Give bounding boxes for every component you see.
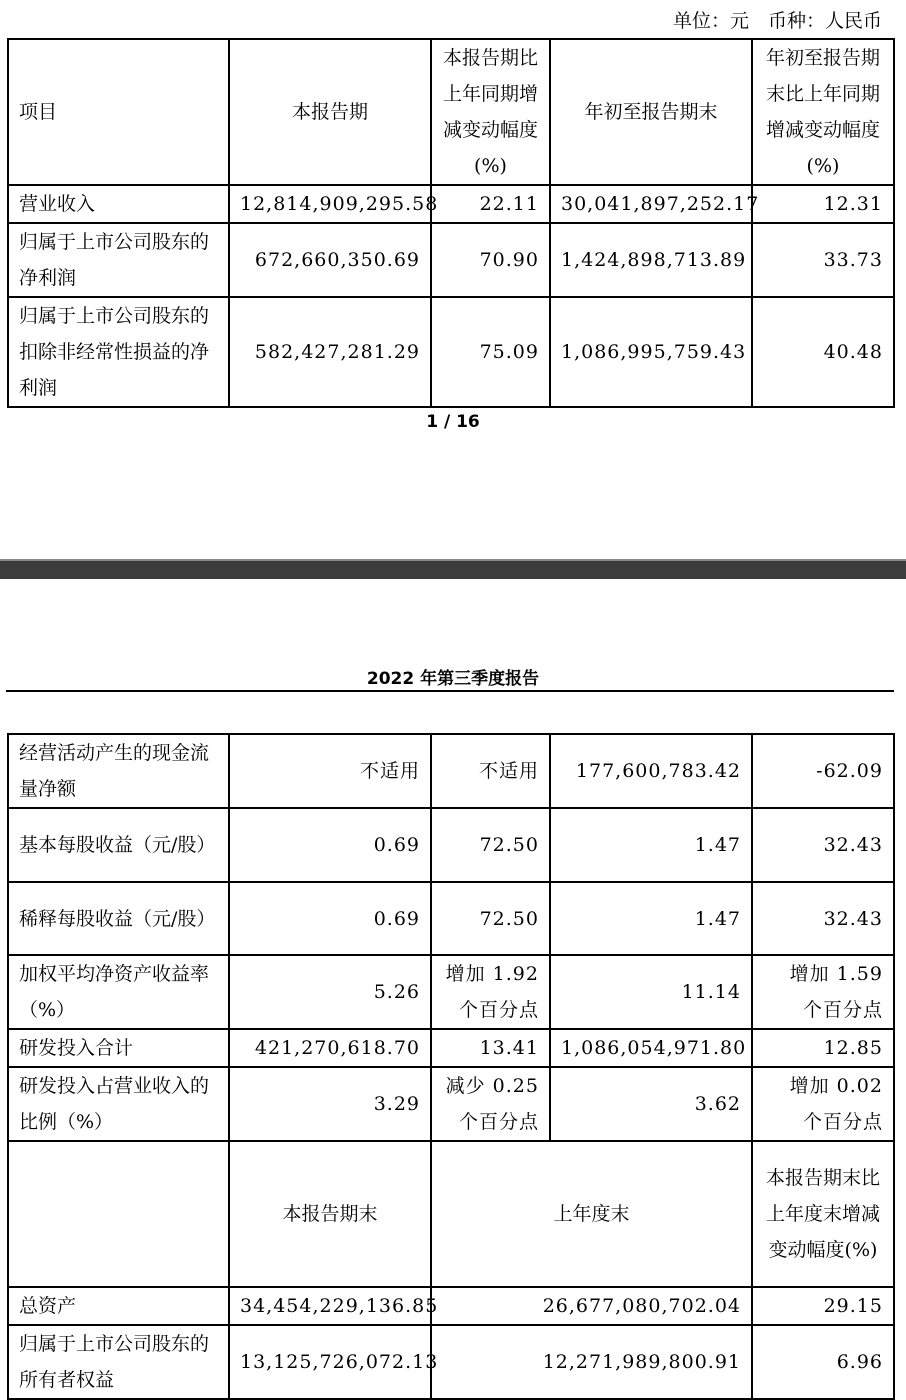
row-label: 经营活动产生的现金流量净额 xyxy=(8,734,229,808)
page-separator xyxy=(0,559,906,579)
cell-ytd-change: 40.48 xyxy=(752,297,894,407)
cell-current: 不适用 xyxy=(229,734,431,808)
page-separator-highlight xyxy=(0,559,906,561)
cell-period-end: 34,454,229,136.85 xyxy=(229,1287,431,1325)
row-label: 研发投入合计 xyxy=(8,1029,229,1067)
cell-current-change: 72.50 xyxy=(431,808,550,882)
cell-current-change: 72.50 xyxy=(431,882,550,955)
table-row xyxy=(8,955,894,1029)
row-label: 营业收入 xyxy=(8,185,229,223)
cell-ytd-change: 12.85 xyxy=(752,1029,894,1067)
row-label: 归属于上市公司股东的净利润 xyxy=(8,223,229,297)
cell-ytd-change: -62.09 xyxy=(752,734,894,808)
cell-ytd: 30,041,897,252.17 xyxy=(550,185,752,223)
table-row xyxy=(8,223,894,297)
cell-ytd-change: 12.31 xyxy=(752,185,894,223)
cell-prior-year-end: 12,271,989,800.91 xyxy=(431,1325,752,1399)
cell-ytd: 177,600,783.42 xyxy=(550,734,752,808)
cell-current: 582,427,281.29 xyxy=(229,297,431,407)
cell-ytd: 1,086,995,759.43 xyxy=(550,297,752,407)
cell-current-change: 不适用 xyxy=(431,734,550,808)
cell-balance-change: 6.96 xyxy=(752,1325,894,1399)
cell-ytd-change: 32.43 xyxy=(752,882,894,955)
table-row xyxy=(8,1067,894,1141)
row-label: 归属于上市公司股东的所有者权益 xyxy=(8,1325,229,1399)
cell-current-change: 75.09 xyxy=(431,297,550,407)
page-number: 1 / 16 xyxy=(426,412,480,432)
cell-current-change: 70.90 xyxy=(431,223,550,297)
row-label: 总资产 xyxy=(8,1287,229,1325)
cell-current-change: 减少 0.25 个百分点 xyxy=(431,1067,550,1141)
cell-ytd: 11.14 xyxy=(550,955,752,1029)
blank-header-cell xyxy=(8,1141,229,1287)
cell-prior-year-end: 26,677,080,702.04 xyxy=(431,1287,752,1325)
header-balance-change: 本报告期末比上年度末增减变动幅度(%) xyxy=(752,1141,894,1287)
header-rule xyxy=(6,690,894,692)
balance-header-row xyxy=(8,1141,894,1287)
header-ytd-change: 年初至报告期末比上年同期增减变动幅度(%) xyxy=(752,39,894,185)
cell-ytd: 1,424,898,713.89 xyxy=(550,223,752,297)
cell-current: 12,814,909,295.58 xyxy=(229,185,431,223)
header-prior-year-end: 上年度末 xyxy=(431,1141,752,1287)
header-item: 项目 xyxy=(8,39,229,185)
cell-ytd-change: 33.73 xyxy=(752,223,894,297)
header-current-change: 本报告期比上年同期增减变动幅度(%) xyxy=(431,39,550,185)
key-financials-table-part1 xyxy=(7,38,895,408)
key-financials-table-part2 xyxy=(7,733,895,1400)
cell-ytd: 1.47 xyxy=(550,808,752,882)
cell-current-change: 增加 1.92 个百分点 xyxy=(431,955,550,1029)
cell-ytd: 1,086,054,971.80 xyxy=(550,1029,752,1067)
cell-current: 5.26 xyxy=(229,955,431,1029)
cell-current: 0.69 xyxy=(229,882,431,955)
row-label: 研发投入占营业收入的比例（%） xyxy=(8,1067,229,1141)
table-header-row xyxy=(8,39,894,185)
row-label: 稀释每股收益（元/股） xyxy=(8,882,229,955)
table-row xyxy=(8,1287,894,1325)
cell-current-change: 13.41 xyxy=(431,1029,550,1067)
cell-ytd: 1.47 xyxy=(550,882,752,955)
cell-ytd-change: 增加 0.02 个百分点 xyxy=(752,1067,894,1141)
cell-current: 672,660,350.69 xyxy=(229,223,431,297)
table-row xyxy=(8,1029,894,1067)
cell-balance-change: 29.15 xyxy=(752,1287,894,1325)
row-label: 基本每股收益（元/股） xyxy=(8,808,229,882)
cell-period-end: 13,125,726,072.13 xyxy=(229,1325,431,1399)
cell-ytd: 3.62 xyxy=(550,1067,752,1141)
cell-current-change: 22.11 xyxy=(431,185,550,223)
table-row xyxy=(8,734,894,808)
table-row xyxy=(8,808,894,882)
cell-ytd-change: 增加 1.59 个百分点 xyxy=(752,955,894,1029)
unit-currency-note: 单位：元 币种：人民币 xyxy=(672,10,882,32)
cell-ytd-change: 32.43 xyxy=(752,808,894,882)
row-label: 加权平均净资产收益率（%） xyxy=(8,955,229,1029)
cell-current: 3.29 xyxy=(229,1067,431,1141)
row-label: 归属于上市公司股东的扣除非经常性损益的净利润 xyxy=(8,297,229,407)
cell-current: 0.69 xyxy=(229,808,431,882)
table-row xyxy=(8,1325,894,1399)
table-row xyxy=(8,185,894,223)
header-ytd: 年初至报告期末 xyxy=(550,39,752,185)
table-row xyxy=(8,882,894,955)
cell-current: 421,270,618.70 xyxy=(229,1029,431,1067)
table-row xyxy=(8,297,894,407)
header-period-end: 本报告期末 xyxy=(229,1141,431,1287)
header-current-period: 本报告期 xyxy=(229,39,431,185)
report-header-title: 2022 年第三季度报告 xyxy=(366,669,540,689)
